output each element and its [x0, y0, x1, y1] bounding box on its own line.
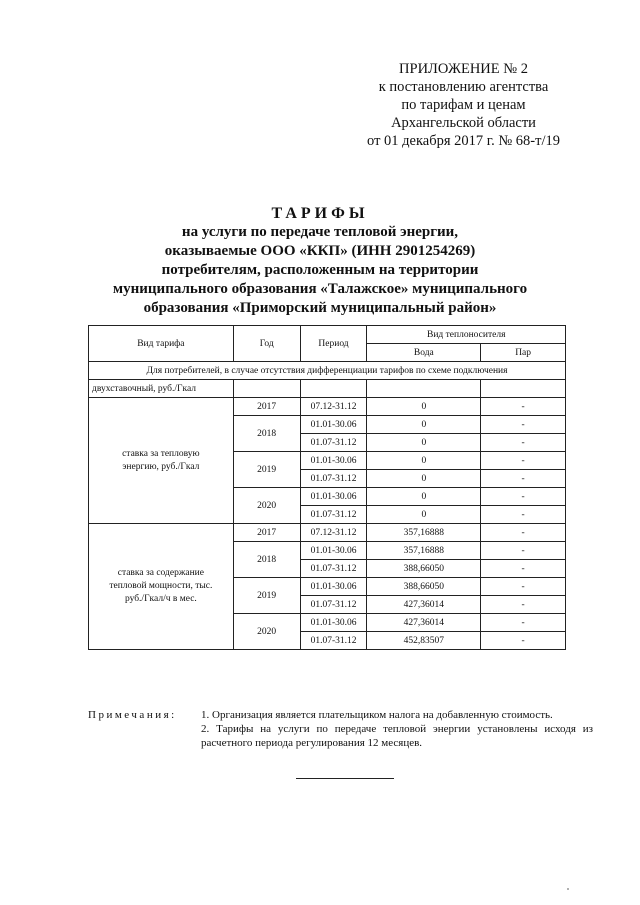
tariff-table: [88, 325, 566, 650]
water-cell: 0: [367, 416, 481, 434]
empty-cell: [367, 380, 481, 398]
closing-line: [296, 778, 394, 779]
appendix-line: к постановлению агентства: [378, 79, 549, 95]
period-cell: 01.01-30.06: [300, 488, 367, 506]
period-cell: 01.07-31.12: [300, 506, 367, 524]
empty-cell: [233, 380, 300, 398]
water-cell: 0: [367, 434, 481, 452]
period-cell: 01.01-30.06: [300, 542, 367, 560]
steam-cell: -: [481, 506, 566, 524]
header-tariff-type: Вид тарифа: [89, 326, 234, 362]
steam-cell: -: [481, 596, 566, 614]
tariff-type-cell: ставка за тепловую энергию, руб./Гкал: [89, 398, 234, 524]
water-cell: 0: [367, 452, 481, 470]
year-cell: 2018: [233, 416, 300, 452]
year-cell: 2020: [233, 488, 300, 524]
two-part-row: [89, 380, 566, 398]
header-water: Вода: [367, 344, 481, 362]
water-cell: 0: [367, 398, 481, 416]
appendix-block: [367, 60, 560, 150]
year-cell: 2018: [233, 542, 300, 578]
steam-cell: -: [481, 452, 566, 470]
period-cell: 01.01-30.06: [300, 416, 367, 434]
water-cell: 357,16888: [367, 542, 481, 560]
water-cell: 357,16888: [367, 524, 481, 542]
period-cell: 01.01-30.06: [300, 614, 367, 632]
steam-cell: -: [481, 614, 566, 632]
period-cell: 01.07-31.12: [300, 596, 367, 614]
year-cell: 2019: [233, 578, 300, 614]
section-label: Для потребителей, в случае отсутствия дифференциации тарифов по схеме подключения: [89, 362, 566, 380]
appendix-line: Архангельской области: [391, 115, 536, 131]
table-row: [89, 524, 566, 542]
scan-dot: [567, 888, 569, 890]
water-cell: 388,66050: [367, 560, 481, 578]
water-cell: 427,36014: [367, 614, 481, 632]
year-cell: 2017: [233, 524, 300, 542]
title-line: муниципального образования «Талажское» муниципального: [112, 281, 528, 297]
title-line: потребителям, расположенным на территории: [161, 262, 479, 278]
water-cell: 452,83507: [367, 632, 481, 650]
steam-cell: -: [481, 398, 566, 416]
water-cell: 0: [367, 488, 481, 506]
period-cell: 01.07-31.12: [300, 470, 367, 488]
document-title: [80, 204, 560, 318]
water-cell: 0: [367, 470, 481, 488]
water-cell: 427,36014: [367, 596, 481, 614]
period-cell: 07.12-31.12: [300, 398, 367, 416]
steam-cell: -: [481, 632, 566, 650]
appendix-line: от 01 декабря 2017 г. № 68-т/19: [367, 133, 560, 149]
year-cell: 2017: [233, 398, 300, 416]
year-cell: 2020: [233, 614, 300, 650]
appendix-line: ПРИЛОЖЕНИЕ № 2: [399, 61, 528, 77]
two-part-label: двухставочный, руб./Гкал: [89, 380, 234, 398]
title-line: оказываемые ООО «ККП» (ИНН 2901254269): [164, 243, 476, 259]
empty-cell: [481, 380, 566, 398]
steam-cell: -: [481, 524, 566, 542]
empty-cell: [300, 380, 367, 398]
year-cell: 2019: [233, 452, 300, 488]
tariff-table-body: [89, 326, 566, 650]
title-line: на услуги по передаче тепловой энергии,: [181, 224, 459, 240]
title-main: ТАРИФЫ: [271, 205, 369, 222]
water-cell: 0: [367, 506, 481, 524]
header-period: Период: [300, 326, 367, 362]
notes-label: Примечания:: [88, 709, 177, 721]
appendix-line: по тарифам и ценам: [401, 97, 526, 113]
period-cell: 07.12-31.12: [300, 524, 367, 542]
tariff-type-cell: ставка за содержание тепловой мощности, тыс. руб./Гкал/ч в мес.: [89, 524, 234, 650]
section-row: [89, 362, 566, 380]
water-cell: 388,66050: [367, 578, 481, 596]
note-item: 2. Тарифы на услуги по передаче тепловой энергии установлены исходя из расчетного периода регулирования 12 месяцев.: [201, 723, 593, 749]
period-cell: 01.07-31.12: [300, 434, 367, 452]
steam-cell: -: [481, 488, 566, 506]
note-item: 1. Организация является плательщиком налога на добавленную стоимость.: [201, 709, 553, 721]
header-year: Год: [233, 326, 300, 362]
notes-list: [201, 708, 593, 750]
period-cell: 01.01-30.06: [300, 452, 367, 470]
period-cell: 01.07-31.12: [300, 560, 367, 578]
steam-cell: -: [481, 542, 566, 560]
header-row: [89, 326, 566, 344]
header-steam: Пар: [481, 344, 566, 362]
steam-cell: -: [481, 578, 566, 596]
steam-cell: -: [481, 434, 566, 452]
title-line: образования «Приморский муниципальный район»: [143, 300, 497, 316]
steam-cell: -: [481, 416, 566, 434]
steam-cell: -: [481, 560, 566, 578]
header-carrier: Вид теплоносителя: [367, 326, 566, 344]
period-cell: 01.07-31.12: [300, 632, 367, 650]
steam-cell: -: [481, 470, 566, 488]
table-row: [89, 398, 566, 416]
period-cell: 01.01-30.06: [300, 578, 367, 596]
